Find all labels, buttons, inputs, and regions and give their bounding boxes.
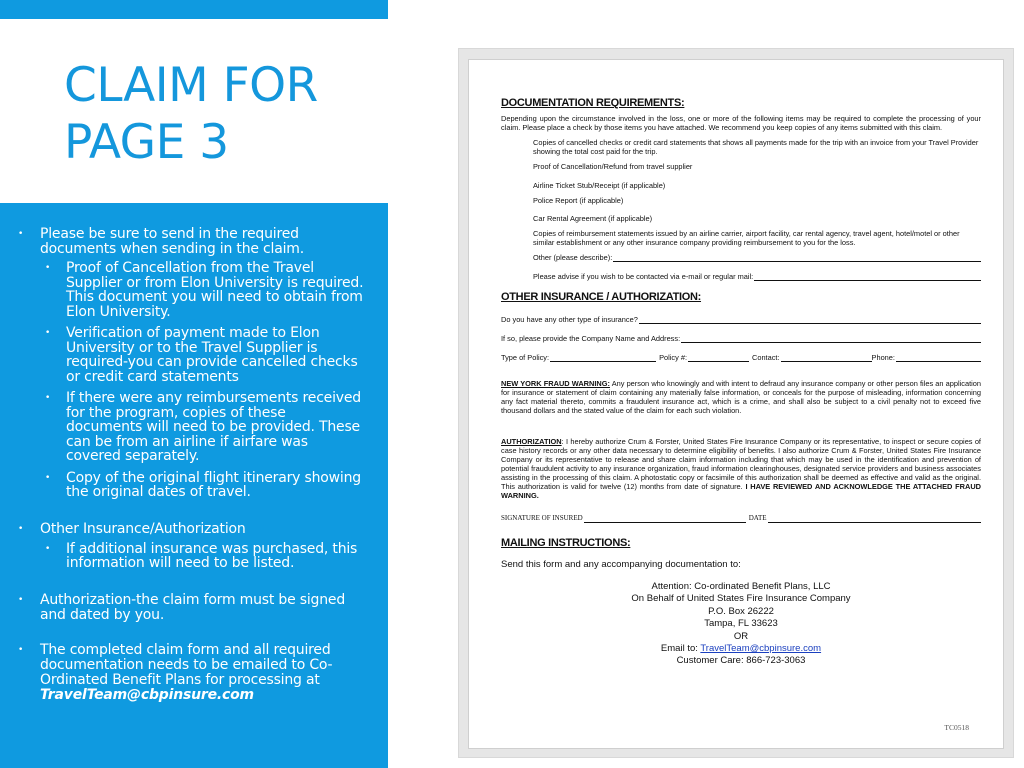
- ny-fraud-warning-label: NEW YORK FRAUD WARNING:: [501, 379, 610, 388]
- date-label: DATE: [748, 514, 767, 522]
- documentation-intro: Depending upon the circumstance involved in the loss, one or more of the following items may be required to complete the processing of your claim. Please place a check by those items you have attached. We recommend you keep copies of any items submitted with this claim.: [501, 114, 981, 132]
- mailing-instructions-heading: MAILING INSTRUCTIONS:: [501, 537, 631, 549]
- or-line: OR: [733, 630, 749, 642]
- claim-form-content: [501, 97, 981, 668]
- attention-line: Attention: Co-ordinated Benefit Plans, LLC: [651, 581, 831, 592]
- sub-bullet-verification-of-payment: • Verification of payment made to Elon University or to the Travel Supplier is required-you can provide cancelled checks or credit card statements: [0, 326, 388, 384]
- customer-care-line: Customer Care: 866-723-3063: [676, 655, 806, 667]
- authorization-acknowledgement: I HAVE REVIEWED AND ACKNOWLEDGE THE ATTACHED FRAUD WARNING.: [501, 482, 981, 500]
- bullet-authorization: • Authorization-the claim form must be signed and dated by you.: [0, 593, 388, 623]
- authorization-label: AUTHORIZATION: [501, 437, 562, 446]
- phone-line: [896, 354, 981, 362]
- requirement-proof-of-cancellation: Proof of Cancellation/Refund from travel supplier: [533, 162, 693, 171]
- other-describe-line: [613, 254, 981, 262]
- requirement-police-report: Police Report (if applicable): [533, 196, 624, 205]
- bullet-completed-claim-form: [0, 643, 388, 703]
- other-insurance-line: [639, 316, 981, 324]
- top-accent-strip: [0, 0, 388, 19]
- slide-title: [64, 57, 384, 171]
- completed-claim-text: The completed claim form and all required documentation needs to be emailed to Co-Ordinated Benefit Plans for processing at: [40, 641, 333, 688]
- other-insurance-question: [501, 315, 981, 324]
- requirement-airline-ticket: Airline Ticket Stub/Receipt (if applicable): [533, 181, 666, 190]
- slide-title-line-1: CLAIM FOR: [64, 58, 318, 113]
- requirement-car-rental: Car Rental Agreement (if applicable): [533, 214, 653, 223]
- city-state-zip-line: Tampa, FL 33623: [704, 618, 778, 630]
- signature-label: SIGNATURE OF INSURED: [501, 514, 583, 522]
- bullet-other-insurance: • Other Insurance/Authorization: [0, 522, 388, 537]
- sub-bullet-reimbursements: • If there were any reimbursements received for the program, copies of these documents will need to be provided. These can be from an airline if airfare was covered separately.: [0, 391, 388, 464]
- signature-row: [501, 514, 981, 523]
- ny-fraud-warning: [501, 379, 981, 415]
- requirements-list: [501, 138, 981, 281]
- authorization-paragraph: [501, 437, 981, 500]
- other-insurance-label: Do you have any other type of insurance?: [501, 315, 638, 324]
- policy-details-row: [501, 353, 981, 362]
- on-behalf-line: On Behalf of United States Fire Insurance Company: [631, 593, 851, 605]
- sub-bullet-proof-of-cancellation: • Proof of Cancellation from the Travel Supplier or from Elon University is required. This document you will need to obtain from Elon University.: [0, 261, 388, 319]
- contact-preference-line: [754, 273, 981, 281]
- contact-preference-label: Please advise if you wish to be contacted via e-mail or regular mail:: [533, 272, 754, 281]
- policy-number-line: [688, 354, 749, 362]
- type-of-policy-label: Type of Policy:: [501, 353, 550, 362]
- bullet-panel: [0, 203, 388, 768]
- other-insurance-heading: OTHER INSURANCE / AUTHORIZATION:: [501, 291, 702, 303]
- travelteam-email-link[interactable]: TravelTeam@cbpinsure.com: [700, 643, 822, 655]
- slide-title-line-2: PAGE 3: [64, 115, 229, 170]
- policy-number-label: Policy #:: [659, 353, 687, 362]
- contact-line: [781, 354, 872, 362]
- documentation-requirements-heading: DOCUMENTATION REQUIREMENTS:: [501, 97, 685, 109]
- sub-bullet-additional-insurance: • If additional insurance was purchased, this information will need to be listed.: [0, 542, 388, 571]
- company-name-address-line: [681, 335, 981, 343]
- travelteam-email: TravelTeam@cbpinsure.com: [40, 686, 254, 703]
- email-prefix: Email to:: [660, 643, 701, 655]
- email-line: [501, 643, 981, 655]
- contact-label: Contact:: [752, 353, 780, 362]
- other-describe-field: [533, 253, 981, 262]
- form-code: TC0518: [944, 723, 969, 732]
- phone-label: Phone:: [871, 353, 895, 362]
- requirement-cancelled-checks: Copies of cancelled checks or credit card statements that shows all payments made for the trip with an invoice from your Travel Provider showing the total cost paid for the trip.: [533, 138, 979, 156]
- bullet-required-documents: • Please be sure to send in the required documents when sending in the claim.: [0, 227, 388, 257]
- type-of-policy-line: [550, 354, 656, 362]
- contact-preference-field: [533, 272, 981, 281]
- mailing-address-block: [501, 581, 981, 668]
- authorization-text: : I hereby authorize Crum & Forster, United States Fire Insurance Company or its representative, to inspect or secure copies of case history records or any other data necessary to determine eligibility of benefits. I also authorize Crum & Forster, United States Fire Insurance Company or its representative to release and share claim information including that which may be used in the identification and prevention of potential fraudulent activity to any insurance organization, fraud information clearinghouses, designated service providers and business associates assisting in the processing of this claim. A photostatic copy or facsimile of this authorization shall be deemed as effective and valid as the original. This authorization is valid for twelve (12) months from date of signature.: [501, 437, 981, 491]
- sub-bullet-flight-itinerary: • Copy of the original flight itinerary showing the original dates of travel.: [0, 471, 388, 500]
- date-line: [768, 515, 981, 523]
- ny-fraud-warning-text: Any person who knowingly and with intent to defraud any insurance company or other person files an application for insurance or statement of claim containing any materially false information, or conceals for the purpose of misleading, information concerning any fact material thereto, commits a fraudulent insurance act, which is a crime, and shall also be subject to a civil penalty not to exceed five thousand dollars and the stated value of the claim for each such violation.: [501, 379, 981, 415]
- claim-form-image-frame: [458, 48, 1014, 758]
- company-name-address-label: If so, please provide the Company Name and Address:: [501, 334, 681, 343]
- company-name-address-field: [501, 334, 981, 343]
- bullet-list: [0, 227, 388, 703]
- claim-form-page: [468, 59, 1004, 749]
- mailing-intro: Send this form and any accompanying documentation to:: [501, 559, 741, 570]
- signature-line: [584, 515, 746, 523]
- requirement-reimbursement-statements: Copies of reimbursement statements issued by an airline carrier, airport facility, car rental agency, travel agent, hotel/motel or other similar establishment or any other insurance company providing reimbursement to you for the loss.: [533, 229, 960, 247]
- other-describe-label: Other (please describe):: [533, 253, 613, 262]
- po-box-line: P.O. Box 26222: [708, 605, 774, 617]
